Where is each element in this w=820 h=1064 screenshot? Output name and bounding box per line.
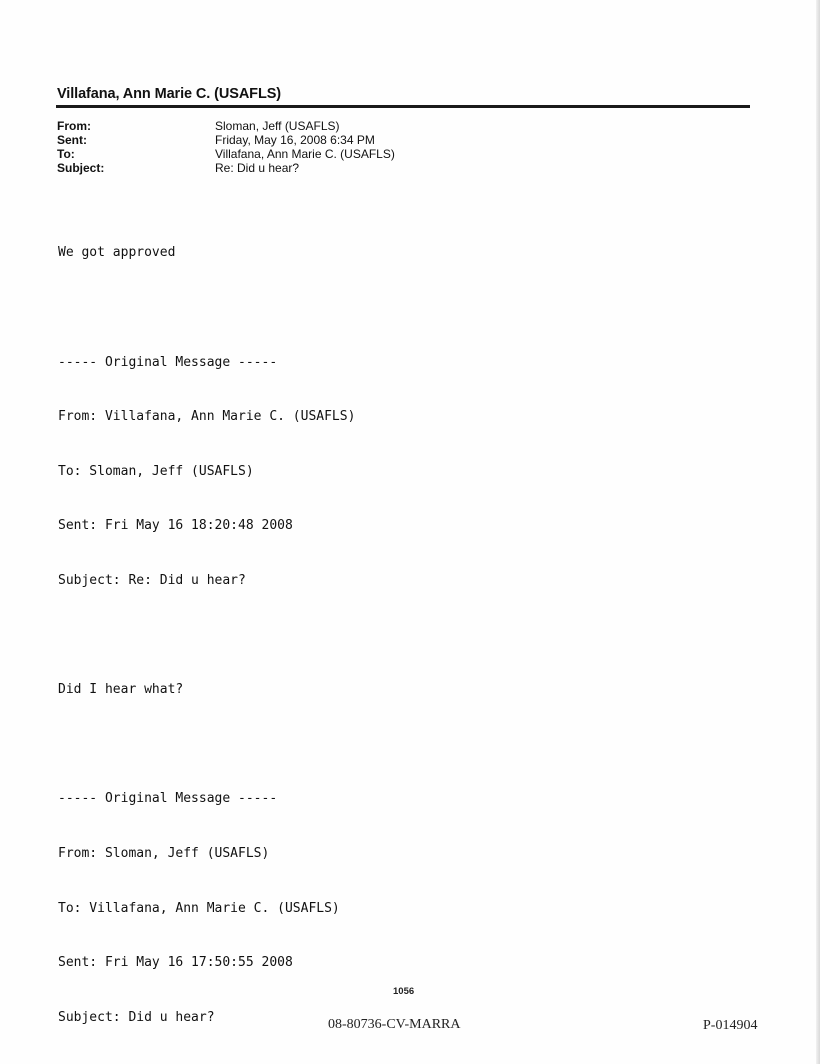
body-line: [58, 736, 355, 754]
body-line: To: Villafana, Ann Marie C. (USAFLS): [58, 900, 340, 916]
body-line: Sent: Fri May 16 17:50:55 2008: [58, 955, 293, 971]
email-owner-title: Villafana, Ann Marie C. (USAFLS): [57, 86, 281, 102]
header-row-to: [57, 147, 395, 161]
body-line: Did I hear what?: [58, 682, 184, 698]
body-line: Subject: Did u hear?: [58, 1009, 215, 1025]
email-header: [57, 119, 395, 175]
body-line: [58, 627, 355, 645]
body-line: Sent: Fri May 16 18:20:48 2008: [58, 518, 293, 534]
body-line: From: Sloman, Jeff (USAFLS): [58, 845, 270, 861]
header-row-subject: [57, 161, 395, 175]
sent-label: Sent:: [57, 133, 87, 147]
from-label: From:: [57, 119, 91, 133]
from-value: Sloman, Jeff (USAFLS): [215, 119, 340, 133]
page-edge-shadow: [816, 0, 820, 1064]
page-number: 1056: [393, 986, 415, 997]
body-line: [58, 299, 355, 317]
subject-value: Re: Did u hear?: [215, 161, 300, 175]
bates-number: P-014904: [703, 1018, 758, 1033]
email-body: [58, 208, 355, 1063]
body-line: We got approved: [58, 245, 176, 261]
header-row-sent: [57, 133, 395, 147]
body-line: ----- Original Message -----: [58, 354, 278, 370]
body-line: ----- Original Message -----: [58, 791, 278, 807]
subject-label: Subject:: [57, 161, 105, 175]
case-number: 08-80736-CV-MARRA: [328, 1017, 461, 1032]
to-value: Villafana, Ann Marie C. (USAFLS): [215, 147, 395, 161]
body-line: Subject: Re: Did u hear?: [58, 572, 246, 588]
to-label: To:: [57, 147, 75, 161]
header-row-from: [57, 119, 395, 133]
sent-value: Friday, May 16, 2008 6:34 PM: [215, 133, 375, 147]
title-divider: [56, 105, 750, 108]
body-line: From: Villafana, Ann Marie C. (USAFLS): [58, 409, 356, 425]
body-line: To: Sloman, Jeff (USAFLS): [58, 463, 254, 479]
